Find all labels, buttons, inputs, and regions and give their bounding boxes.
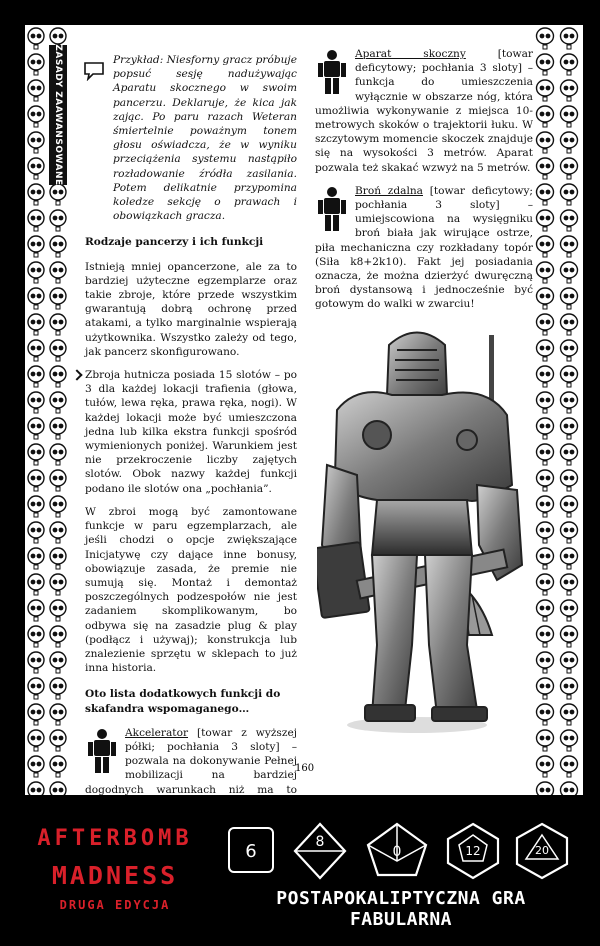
paragraph-intro: Istnieją mniej opancerzone, ale za to bardziej użyteczne egzemplarze oraz takie zbroje, które przede wszystkim gwarantują dobrą ochronę przed atakami, a tylko marginalnie wspierają użytkownika. Wszystko zależy od tego, jak pancerz skonfigurowano. bbox=[85, 260, 297, 358]
d6-die-icon: 6 bbox=[228, 827, 274, 873]
feature-remote-weapon: Broń zdalna [towar deficytowy; pochłania 3 sloty] – umiejscowiona na wysięgniku broń biała jak wirujące ostrze, piła mechaniczna czy rozkładany topór (Siła k8+2k10). Fakt jej posiadania oznacza, że można dzierżyć dwuręczną broń dystansową i jednocześnie być gotowym do walki w zwarciu! bbox=[315, 184, 533, 311]
logo-edition: DRUGA EDYCJA bbox=[59, 898, 171, 912]
left-column bbox=[85, 53, 297, 795]
power-armor-illustration bbox=[317, 315, 529, 739]
tagline: POSTAPOKALIPTYCZNA GRA FABULARNA bbox=[276, 888, 526, 930]
example-text: Przykład: Niesforny gracz próbuje popsuć sesję nadużywając Aparatu skocznego w swoim pancerzu. Deklaruje, że kica jak zając. Po paru razach Weteran śmiertelnie poważnym tonem głosu oświadcza, że w wyniku przeciążenia systemu nastąpiło rozładowanie źródła zasilania. Potem delikatnie przypomina koledze sekcję o prawach i obowiązkach gracza. bbox=[113, 54, 297, 223]
paragraph-duplicates: W zbroi mogą być zamontowane funkcje w paru egzemplarzach, ale jeśli chodzi o opcje zwiększające Inicjatywę czy dające inne bonusy, obowiązuje zasada, że premie nie sumują się. Montaż i demontaż poszczególnych podzespołów nie jest zadaniem skomplikowanym, bo odbywa się na zasadzie plug & play (podłącz i używaj); konstrukcja lub znalezienie sprzętu w sklepach to już inna historia. bbox=[85, 505, 297, 675]
d20-die-icon bbox=[512, 821, 572, 881]
heading-feature-list: Oto lista dodatkowych funkcji do skafandra wspomaganego… bbox=[85, 688, 281, 715]
rulebook-page bbox=[25, 25, 583, 795]
page-number: 160 bbox=[295, 763, 315, 774]
d12-die-icon bbox=[443, 821, 503, 881]
feature-accelerator: Akcelerator [towar z wyższej półki; pochłania 3 sloty] – pozwala na dokonywanie Pełnej mobilizacji na bardziej dogodnych warunkach niż ma to bbox=[85, 726, 297, 795]
svg-text:0: 0 bbox=[392, 844, 402, 860]
svg-text:12: 12 bbox=[465, 844, 481, 858]
svg-text:8: 8 bbox=[315, 834, 325, 850]
skull-border-right bbox=[533, 25, 583, 795]
armored-figure-icon bbox=[315, 186, 349, 232]
logo-madness: MADNESS bbox=[51, 861, 179, 890]
armored-figure-icon bbox=[85, 728, 119, 774]
d10-die-icon bbox=[364, 821, 430, 881]
d8-die-icon bbox=[290, 821, 350, 881]
armored-figure-icon bbox=[315, 49, 349, 95]
feature-jump-device: Aparat skoczny [towar deficytowy; pochłania 3 sloty] – funkcja do umieszczenia wyłącznie w obszarze nóg, która umożliwia wykonywanie z miejsca 10-metrowych skoków o trajektorii łuku. W szczytowym momencie skoczek znajduje się na wysokości 3 metrów. Aparat pozwala też skakać wzwyż na 5 metrów. bbox=[315, 48, 533, 174]
section-side-label: ZASADY ZAAWANSOWANE bbox=[49, 45, 67, 185]
footer-banner bbox=[0, 795, 600, 946]
speech-bubble-icon bbox=[83, 61, 105, 81]
svg-text:20: 20 bbox=[535, 844, 549, 857]
paragraph-slots: Zbroja hutnicza posiada 15 slotów – po 3 dla każdej lokacji trafienia (głowa, tułów, lewa ręka, prawa ręka, nogi). W każdej lokacji może być umieszczona jedna lub kilka ekstra funkcji spośród wymienionych poniżej. Warunkiem jest nie przekroczenie liczby zajętych slotów. Obok nazwy każdej funkcji podano ile slotów ona „pochłania”. bbox=[85, 369, 297, 495]
right-column bbox=[315, 47, 533, 321]
logo-afterbomb: AFTERBOMB bbox=[37, 826, 193, 851]
heading-armor-types: Rodzaje pancerzy i ich funkcji bbox=[85, 236, 264, 249]
example-box bbox=[113, 53, 297, 223]
